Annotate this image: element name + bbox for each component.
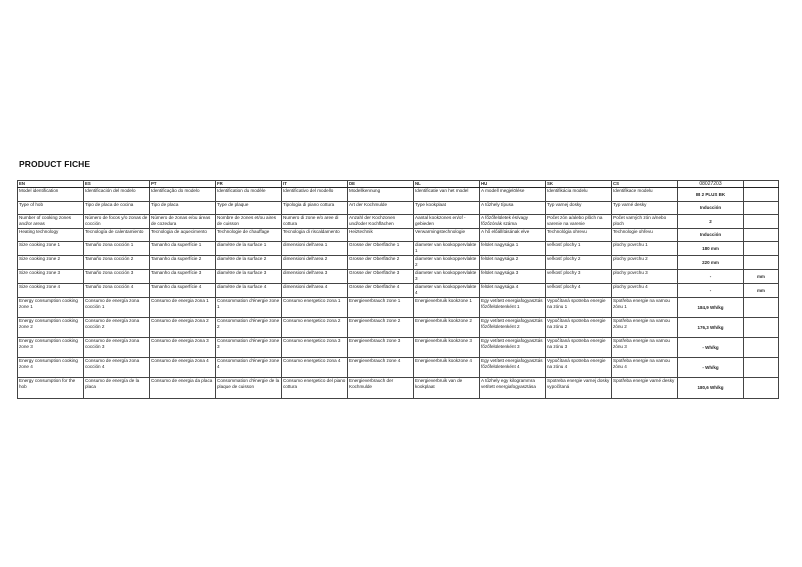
label-es: Consumo de energía zona cocción 2	[84, 318, 150, 338]
label-en: Energy consumption cooking zone 2	[18, 318, 84, 338]
label-fr: diamètre de la surface 2	[216, 256, 282, 270]
label-hu: felület nagysága 1	[480, 242, 546, 256]
label-nl: Energieverbruik kookzone 3	[414, 338, 480, 358]
label-fr: diamètre de la surface 3	[216, 270, 282, 284]
label-pt: Consumo de energia zona 3	[150, 338, 216, 358]
label-cs: Spotřeba energie na varnou zónu 4	[612, 358, 678, 378]
label-fr: Nombre de zones et/ou aires de cuisson	[216, 215, 282, 229]
unit-cell	[744, 358, 779, 378]
value-cell: Inducción	[678, 229, 744, 242]
language-header-row	[18, 181, 779, 188]
label-en: Size cooking zone 3	[18, 270, 84, 284]
value-cell: 180,6 Wh/kg	[678, 378, 744, 399]
value-cell: 220 mm	[678, 256, 744, 270]
label-sk: veľkosť plochy 2	[546, 256, 612, 270]
page-title: PRODUCT FICHE	[19, 159, 91, 169]
label-fr: Consommation d'énergie de la plaque de cuisson	[216, 378, 282, 399]
label-de: Grosse der Oberfläche 1	[348, 242, 414, 256]
table-row-energy-2	[18, 318, 779, 338]
label-de: Energieverbrauch zone 3	[348, 338, 414, 358]
label-hu: Egy vetített energiafogyasztás főzőfelületenként 3	[480, 338, 546, 358]
label-es: Tamaño zona cocción 1	[84, 242, 150, 256]
label-it: Consumo energetico zona 4	[282, 358, 348, 378]
label-hu: felület nagysága 3	[480, 270, 546, 284]
label-sk: veľkosť plochy 3	[546, 270, 612, 284]
label-cs: Spotřeba energie na varnou zónu 3	[612, 338, 678, 358]
table-row-energy-3	[18, 338, 779, 358]
label-sk: Vypočítaná spotreba energie na zónu 2	[546, 318, 612, 338]
label-fr: Type de plaque	[216, 202, 282, 215]
label-pt: Identificação do modelo	[150, 188, 216, 202]
label-es: Consumo de energía zona cocción 1	[84, 298, 150, 318]
label-sk: Vypočítaná spotreba energie na zónu 3	[546, 338, 612, 358]
label-en: Size cooking zone 1	[18, 242, 84, 256]
label-pt: Tipo de placa	[150, 202, 216, 215]
label-nl: Aantal kookzones en/of -gebieden	[414, 215, 480, 229]
label-cs: Spotřeba energie na varnou zónu 2	[612, 318, 678, 338]
lang-header-en: EN	[18, 181, 84, 188]
unit-cell	[744, 378, 779, 399]
label-es: Tamaño zona cocción 4	[84, 284, 150, 298]
table-row-model	[18, 188, 779, 202]
unit-cell: mm	[744, 270, 779, 284]
label-de: Heiztechnik	[348, 229, 414, 242]
label-cs: Identifikace modelu	[612, 188, 678, 202]
label-it: dimensioni dell'area 3	[282, 270, 348, 284]
label-sk: Technológia ohrevu	[546, 229, 612, 242]
label-hu: A tűzhely egy kilogrammra vetített energiafogyasztása	[480, 378, 546, 399]
lang-header-sk: SK	[546, 181, 612, 188]
value-cell: Inducción	[678, 202, 744, 215]
label-en: Energy consumption for the hob	[18, 378, 84, 399]
label-en: Type of hob	[18, 202, 84, 215]
label-en: Energy consumption cooking zone 3	[18, 338, 84, 358]
lang-header-es: ES	[84, 181, 150, 188]
label-cs: Technologie ohřevu	[612, 229, 678, 242]
label-nl: diameter van kookoppervlakte 2	[414, 256, 480, 270]
label-it: Consumo energetico zona 1	[282, 298, 348, 318]
label-pt: Consumo de energia zona 1	[150, 298, 216, 318]
label-fr: Identification du modèle	[216, 188, 282, 202]
value-cell: IB 2 PLUS BK	[678, 188, 744, 202]
label-en: Size cooking zone 2	[18, 256, 84, 270]
label-nl: diameter van kookoppervlakte 4	[414, 284, 480, 298]
unit-header	[744, 181, 779, 188]
unit-cell	[744, 338, 779, 358]
label-nl: Verwarmingstechnologie	[414, 229, 480, 242]
table-row-heating	[18, 229, 779, 242]
lang-header-cs: CS	[612, 181, 678, 188]
label-nl: Energieverbruik van de kookplaat	[414, 378, 480, 399]
label-de: Grosse der Oberfläche 3	[348, 270, 414, 284]
label-nl: diameter van kookoppervlakte 1	[414, 242, 480, 256]
label-hu: Egy vetített energiafogyasztás főzőfelületenként 1	[480, 298, 546, 318]
label-en: Model identification	[18, 188, 84, 202]
label-nl: Identificatie van het model	[414, 188, 480, 202]
label-en: Energy consumption cooking zone 4	[18, 358, 84, 378]
label-en: Heating technology	[18, 229, 84, 242]
label-es: Tamaño zona cocción 3	[84, 270, 150, 284]
label-de: Energieverbrauch zone 2	[348, 318, 414, 338]
label-pt: Tamanho da superfície 4	[150, 284, 216, 298]
label-hu: Egy vetített energiafogyasztás főzőfelületenként 4	[480, 358, 546, 378]
label-de: Energieverbrauch zone 4	[348, 358, 414, 378]
unit-cell	[744, 256, 779, 270]
lang-header-hu: HU	[480, 181, 546, 188]
label-cs: Spotřeba energie na varnou zónu 1	[612, 298, 678, 318]
label-es: Consumo de energía zona cocción 4	[84, 358, 150, 378]
label-de: Art der Kochmulde	[348, 202, 414, 215]
label-hu: A főzőfelületek és/vagy főzőzónák száma	[480, 215, 546, 229]
table-row-zones	[18, 215, 779, 229]
value-cell: 184,9 Wh/kg	[678, 298, 744, 318]
lang-header-fr: FR	[216, 181, 282, 188]
label-it: dimensioni dell'area 4	[282, 284, 348, 298]
table-row-size-3	[18, 270, 779, 284]
label-es: Consumo de energía de la placa	[84, 378, 150, 399]
label-fr: diamètre de la surface 4	[216, 284, 282, 298]
label-es: Tipo de placa de cocina	[84, 202, 150, 215]
label-fr: Consommation d'énergie zone 4	[216, 358, 282, 378]
label-es: Identificación del modelo	[84, 188, 150, 202]
label-pt: Consumo de energia da placa	[150, 378, 216, 399]
label-sk: veľkosť plochy 4	[546, 284, 612, 298]
lang-header-de: DE	[348, 181, 414, 188]
label-it: Consumo energetico del piano cottura	[282, 378, 348, 399]
label-nl: Type kookplaat	[414, 202, 480, 215]
label-it: Consumo energetico zona 3	[282, 338, 348, 358]
label-pt: Número de zonas e/ou áreas de cozedura	[150, 215, 216, 229]
label-de: Anzahl der Kochzonen und/oder Kochflächen	[348, 215, 414, 229]
label-de: Grosse der Oberfläche 4	[348, 284, 414, 298]
label-fr: Consommation d'énergie zone 1	[216, 298, 282, 318]
unit-cell	[744, 242, 779, 256]
label-sk: Vypočítaná spotreba energie na zónu 4	[546, 358, 612, 378]
unit-cell	[744, 318, 779, 338]
label-hu: Egy vetített energiafogyasztás főzőfelületenként 2	[480, 318, 546, 338]
label-sk: Spotreba energie varnej dosky vypočítaná	[546, 378, 612, 399]
label-hu: A hő előállításának elve	[480, 229, 546, 242]
label-de: Energieverbrauch der Kochmulde	[348, 378, 414, 399]
label-es: Tecnología de calentamiento	[84, 229, 150, 242]
value-cell: - Wh/kg	[678, 358, 744, 378]
label-pt: Tamanho da superfície 1	[150, 242, 216, 256]
label-sk: veľkosť plochy 1	[546, 242, 612, 256]
label-es: Consumo de energía zona cocción 3	[84, 338, 150, 358]
label-fr: Consommation d'énergie zone 3	[216, 338, 282, 358]
label-hu: felület nagysága 4	[480, 284, 546, 298]
value-cell: 176,3 Wh/kg	[678, 318, 744, 338]
label-cs: Počet varných zón a/nebo ploch	[612, 215, 678, 229]
label-it: dimensioni dell'area 1	[282, 242, 348, 256]
label-it: Consumo energetico zona 2	[282, 318, 348, 338]
table-row-size-2	[18, 256, 779, 270]
label-nl: Energieverbruik kookzone 4	[414, 358, 480, 378]
table-row-size-1	[18, 242, 779, 256]
value-cell: - Wh/kg	[678, 338, 744, 358]
label-it: Tecnologia di riscaldamento	[282, 229, 348, 242]
table-row-size-4	[18, 284, 779, 298]
label-en: Energy consumption cooking zone 1	[18, 298, 84, 318]
product-code: 08027203	[678, 181, 744, 188]
product-fiche-table	[17, 180, 779, 399]
unit-cell: mm	[744, 284, 779, 298]
label-pt: Consumo de energia zona 4	[150, 358, 216, 378]
label-cs: Typ varné desky	[612, 202, 678, 215]
lang-header-pt: PT	[150, 181, 216, 188]
label-pt: Tamanho da superfície 2	[150, 256, 216, 270]
label-cs: plochy povrchu 2	[612, 256, 678, 270]
table-row-energy-1	[18, 298, 779, 318]
label-nl: diameter van kookoppervlakte 3	[414, 270, 480, 284]
value-cell: 2	[678, 215, 744, 229]
label-de: Grosse der Oberfläche 2	[348, 256, 414, 270]
label-sk: Počet zón a/alebo plôch na varenie na varenie	[546, 215, 612, 229]
label-sk: Vypočítaná spotreba energie na zónu 1	[546, 298, 612, 318]
label-nl: Energieverbruik kookzone 1	[414, 298, 480, 318]
table-row-energy-4	[18, 358, 779, 378]
label-pt: Tecnologia de aquecimento	[150, 229, 216, 242]
label-de: Modellkennung	[348, 188, 414, 202]
label-it: dimensioni dell'area 2	[282, 256, 348, 270]
table-row-type	[18, 202, 779, 215]
label-cs: plochy povrchu 4	[612, 284, 678, 298]
unit-cell	[744, 202, 779, 215]
value-cell: -	[678, 270, 744, 284]
label-fr: diamètre de la surface 1	[216, 242, 282, 256]
label-it: Numero di zone e/o aree di cottura	[282, 215, 348, 229]
label-es: Número de focos y/o zonas de cocción	[84, 215, 150, 229]
label-en: Size cooking zone 4	[18, 284, 84, 298]
label-nl: Energieverbruik kookzone 2	[414, 318, 480, 338]
label-en: Number of cooking zones and/or areas	[18, 215, 84, 229]
label-hu: A modell megjelölése	[480, 188, 546, 202]
lang-header-it: IT	[282, 181, 348, 188]
label-pt: Tamanho da superfície 3	[150, 270, 216, 284]
label-fr: Consommation d'énergie zone 2	[216, 318, 282, 338]
unit-cell	[744, 188, 779, 202]
lang-header-nl: NL	[414, 181, 480, 188]
label-sk: Typ varnej dosky	[546, 202, 612, 215]
unit-cell	[744, 215, 779, 229]
unit-cell	[744, 229, 779, 242]
label-hu: felület nagysága 2	[480, 256, 546, 270]
label-hu: A tűzhely típusa	[480, 202, 546, 215]
unit-cell	[744, 298, 779, 318]
value-cell: 180 mm	[678, 242, 744, 256]
label-fr: Technologie de chauffage	[216, 229, 282, 242]
label-cs: plochy povrchu 3	[612, 270, 678, 284]
table-row-energy-total	[18, 378, 779, 399]
label-it: Tipologia di piano cottura	[282, 202, 348, 215]
label-de: Energieverbrauch zone 1	[348, 298, 414, 318]
label-cs: Spotřeba energie varné desky	[612, 378, 678, 399]
label-sk: Identifikácia modelu	[546, 188, 612, 202]
label-it: Identificativo del modello	[282, 188, 348, 202]
label-cs: plochy povrchu 1	[612, 242, 678, 256]
label-pt: Consumo de energia zona 2	[150, 318, 216, 338]
label-es: Tamaño zona cocción 2	[84, 256, 150, 270]
value-cell: -	[678, 284, 744, 298]
